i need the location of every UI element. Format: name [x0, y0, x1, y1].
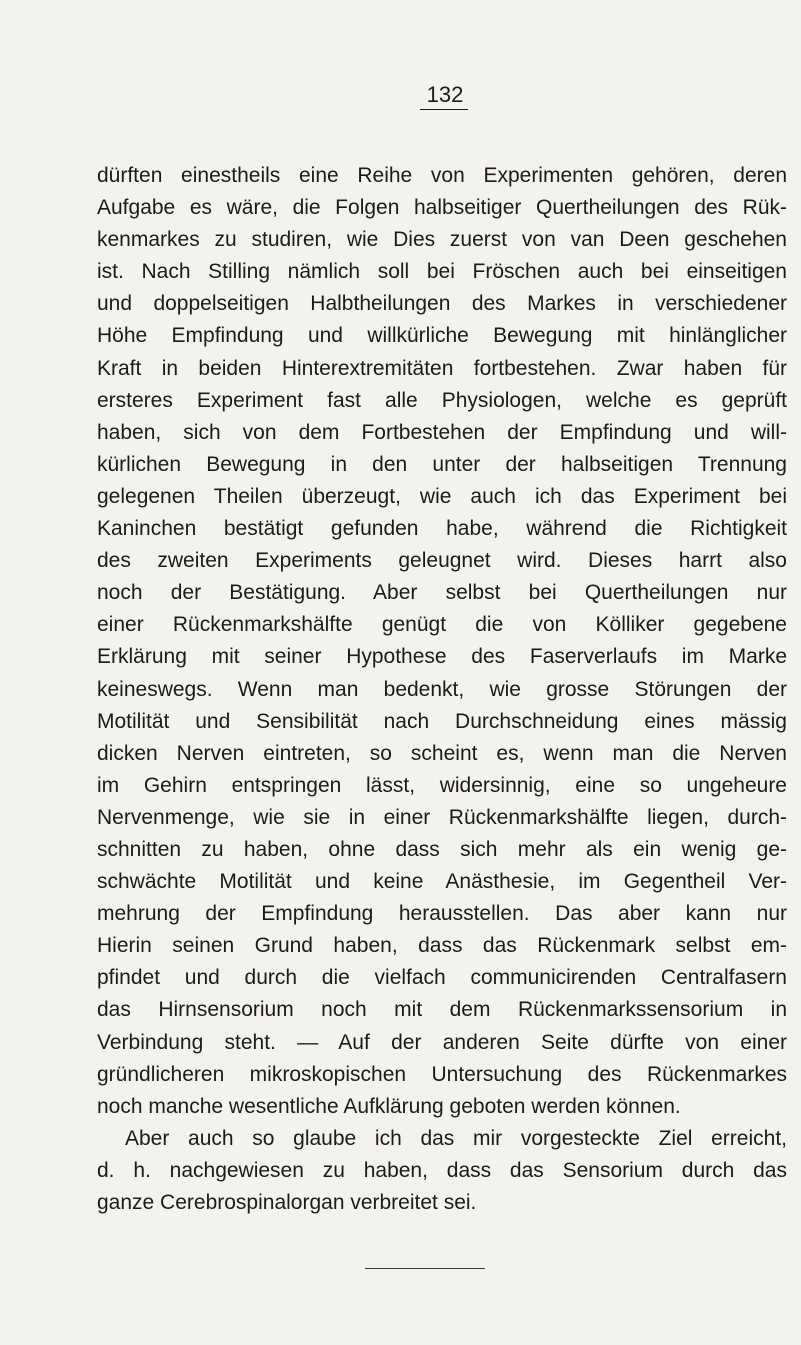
text-line: gründlicheren mikroskopischen Untersuchung des Rückenmarkes: [97, 1062, 787, 1086]
text-line: kürlichen Bewegung in den unter der halbseitigen Trennung: [97, 452, 787, 476]
text-line: dicken Nerven eintreten, so scheint es, wenn man die Nerven: [97, 741, 787, 765]
text-line: mehrung der Empfindung herausstellen. Das aber kann nur: [97, 902, 787, 926]
text-line: schnitten zu haben, ohne dass sich mehr als ein wenig ge-: [97, 837, 787, 861]
text-line: einer Rückenmarkshälfte genügt die von Kölliker gegebene: [97, 613, 787, 637]
closing-rule: [365, 1268, 485, 1269]
text-line: Nervenmenge, wie sie in einer Rückenmarkshälfte liegen, durch-: [97, 805, 787, 829]
text-line: ganze Cerebrospinalorgan verbreitet sei.: [97, 1191, 477, 1214]
text-line: gelegenen Theilen überzeugt, wie auch ich das Experiment bei: [97, 484, 787, 508]
text-line: d. h. nachgewiesen zu haben, dass das Sensorium durch das: [97, 1158, 787, 1182]
text-line: des zweiten Experiments geleugnet wird. Dieses harrt also: [97, 549, 787, 573]
text-line: Verbindung steht. — Auf der anderen Seite dürfte von einer: [97, 1030, 787, 1054]
text-line: Erklärung mit seiner Hypothese des Faserverlaufs im Marke: [97, 645, 787, 669]
text-line: Aber auch so glaube ich das mir vorgesteckte Ziel erreicht,: [125, 1126, 787, 1150]
text-line: Motilität und Sensibilität nach Durchschneidung eines mässig: [97, 709, 787, 733]
text-line: Kraft in beiden Hinterextremitäten fortbestehen. Zwar haben für: [97, 356, 787, 380]
text-line: das Hirnsensorium noch mit dem Rückenmarkssensorium in: [97, 998, 787, 1022]
text-line: Kaninchen bestätigt gefunden habe, während die Richtigkeit: [97, 517, 787, 541]
text-line: Hierin seinen Grund haben, dass das Rückenmark selbst em-: [97, 934, 787, 958]
text-line: haben, sich von dem Fortbestehen der Empfindung und will-: [97, 420, 787, 444]
text-line: Aufgabe es wäre, die Folgen halbseitiger Quertheilungen des Rük-: [97, 196, 787, 220]
text-line: im Gehirn entspringen lässt, widersinnig, eine so ungeheure: [97, 773, 787, 797]
text-line: ersteres Experiment fast alle Physiologen, welche es geprüft: [97, 388, 787, 412]
page-number-underline: [420, 109, 468, 110]
text-line: Höhe Empfindung und willkürliche Bewegung mit hinlänglicher: [97, 324, 787, 348]
text-line: noch manche wesentliche Aufklärung geboten werden können.: [97, 1094, 681, 1118]
text-line: noch der Bestätigung. Aber selbst bei Quertheilungen nur: [97, 581, 787, 605]
page-number: 132: [426, 82, 464, 107]
text-line: ist. Nach Stilling nämlich soll bei Fröschen auch bei einseitigen: [97, 260, 787, 284]
text-line: keineswegs. Wenn man bedenkt, wie grosse Störungen der: [97, 677, 787, 701]
text-line: pfindet und durch die vielfach communicirenden Centralfasern: [97, 966, 787, 990]
text-line: kenmarkes zu studiren, wie Dies zuerst von van Deen geschehen: [97, 228, 787, 252]
text-line: und doppelseitigen Halbtheilungen des Markes in verschiedener: [97, 292, 787, 316]
text-line: schwächte Motilität und keine Anästhesie, im Gegentheil Ver-: [97, 870, 787, 894]
text-line: dürften einestheils eine Reihe von Experimenten gehören, deren: [97, 164, 787, 187]
body-text: [97, 160, 787, 1219]
